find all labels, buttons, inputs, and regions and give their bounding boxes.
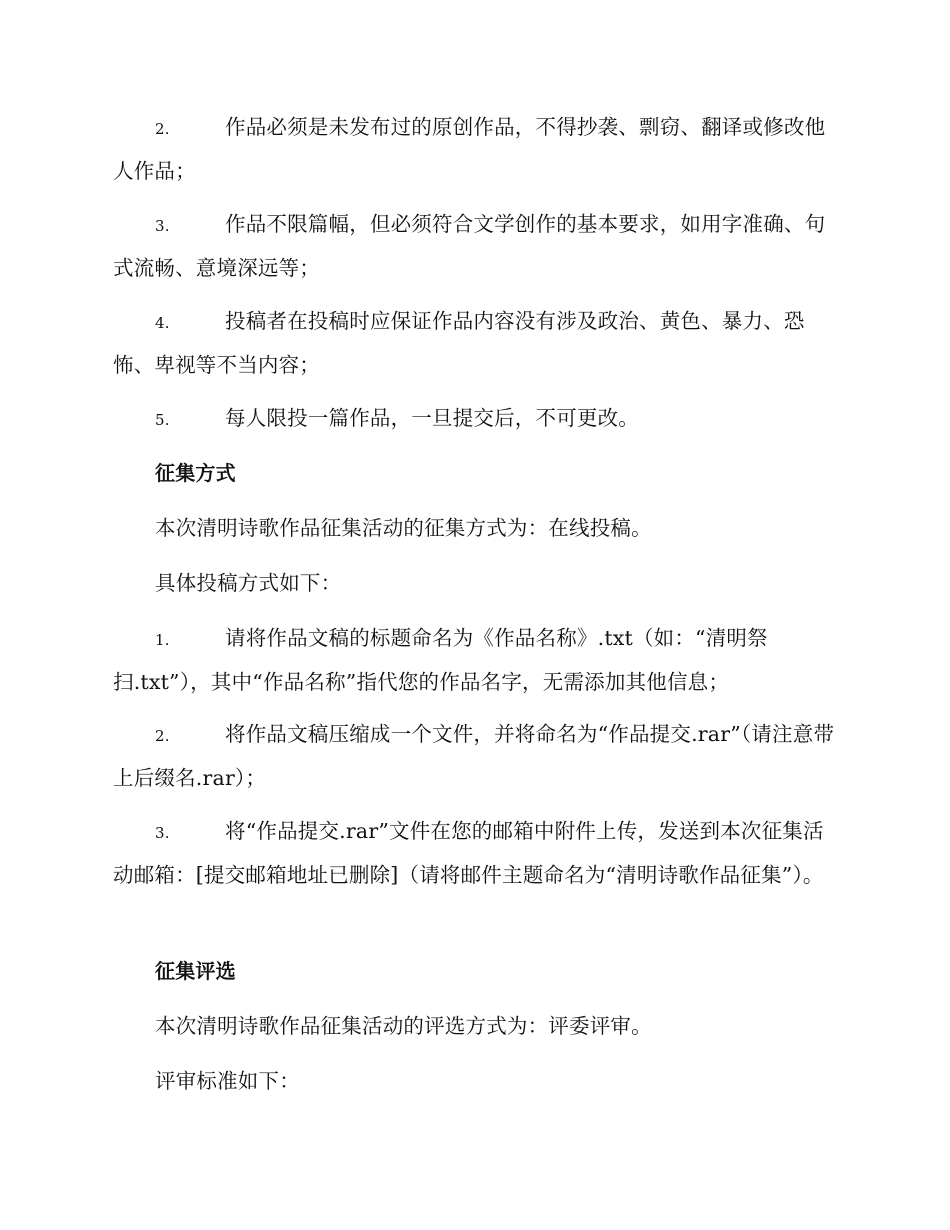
list-number: 4. xyxy=(155,314,170,332)
section-heading-selection: 征集评选 xyxy=(155,959,236,983)
list-number: 3. xyxy=(155,217,170,235)
list-text: 投稿者在投稿时应保证作品内容没有涉及政治、黄色、暴力、恐怖、卑视等不当内容； xyxy=(113,309,805,377)
list-text: 作品不限篇幅，但必须符合文学创作的基本要求，如用字准确、句式流畅、意境深远等； xyxy=(113,212,826,280)
collection-lead: 具体投稿方式如下： xyxy=(155,571,342,595)
list-text: 将作品文稿压缩成一个文件，并将命名为“作品提交.rar”（请注意带上后缀名.rar）； xyxy=(113,722,835,790)
list-text: 将“作品提交.rar”文件在您的邮箱中附件上传，发送到本次征集活动邮箱：[提交邮箱地址已删除]（请将邮件主题命名为“清明诗歌作品征集”）。 xyxy=(113,819,824,887)
rule-item-2 xyxy=(113,106,835,192)
rule-item-5 xyxy=(113,397,835,441)
step-item-2 xyxy=(113,713,835,799)
collection-intro: 本次清明诗歌作品征集活动的征集方式为：在线投稿。 xyxy=(155,516,652,540)
list-number: 2. xyxy=(155,120,170,138)
section-heading-collection: 征集方式 xyxy=(155,461,236,485)
list-number: 3. xyxy=(155,824,170,842)
step-item-1 xyxy=(113,617,835,703)
rule-item-3 xyxy=(113,203,835,289)
list-text: 每人限投一篇作品，一旦提交后，不可更改。 xyxy=(225,406,639,430)
step-item-3 xyxy=(113,810,835,896)
selection-intro: 本次清明诗歌作品征集活动的评选方式为：评委评审。 xyxy=(155,1014,652,1038)
list-number: 2. xyxy=(155,727,170,745)
list-number: 5. xyxy=(155,411,170,429)
list-number: 1. xyxy=(155,631,170,649)
list-text: 请将作品文稿的标题命名为《作品名称》.txt（如：“清明祭扫.txt”），其中“作品名称”指代您的作品名字，无需添加其他信息； xyxy=(113,626,768,694)
rule-item-4 xyxy=(113,300,835,386)
list-text: 作品必须是未发布过的原创作品，不得抄袭、剽窃、翻译或修改他人作品； xyxy=(113,115,826,183)
selection-lead: 评审标准如下： xyxy=(155,1069,300,1093)
